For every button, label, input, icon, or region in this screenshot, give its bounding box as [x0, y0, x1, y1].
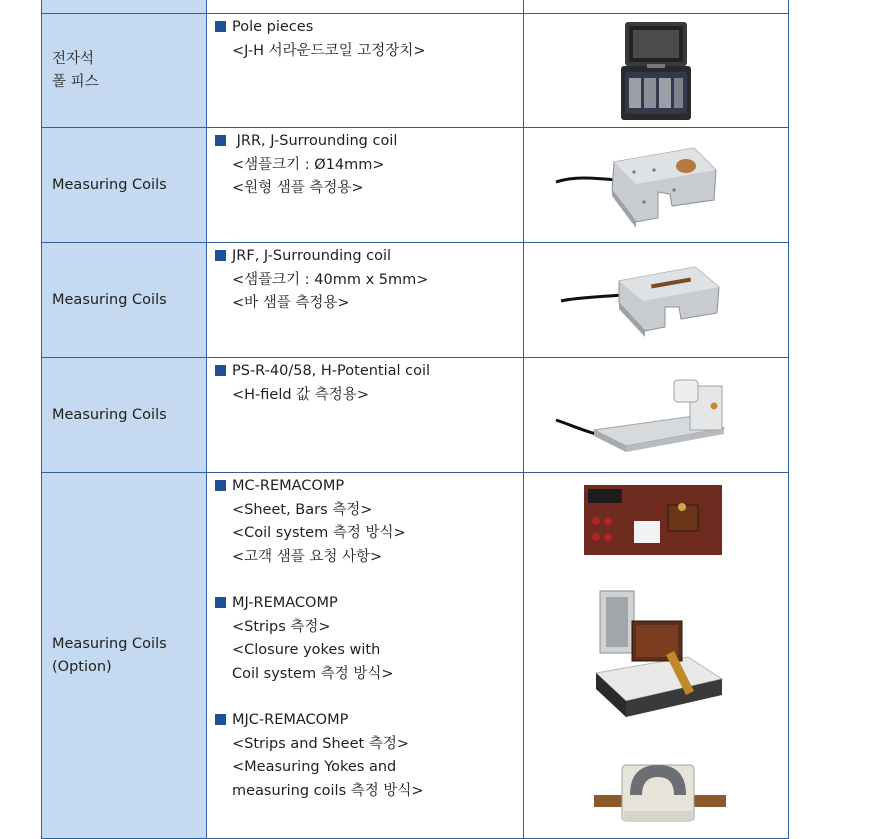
item-title: PS-R-40/58, H-Potential coil [215, 360, 523, 384]
item-title: MJC-REMACOMP [215, 709, 523, 733]
item-line: <Sheet, Bars 측정> [232, 501, 373, 518]
bullet-square-icon [215, 135, 226, 146]
bullet-square-icon [215, 365, 226, 376]
item-line: <원형 샘플 측정용> [232, 180, 364, 196]
item-title: JRF, J-Surrounding coil [215, 245, 523, 269]
description-cell [207, 358, 524, 473]
item-line: <Measuring Yokes and [232, 759, 397, 775]
category-line: Measuring Coils [52, 406, 167, 423]
category-cell [42, 128, 207, 243]
bullet-square-icon [215, 597, 226, 608]
description-cell [207, 243, 524, 358]
table-row-option [42, 473, 789, 839]
bullet-square-icon [215, 250, 226, 261]
mj-remacomp-photo [596, 581, 726, 721]
pole-pieces-case-photo [619, 20, 694, 124]
category-cell [42, 473, 207, 839]
bullet-square-icon [215, 21, 226, 32]
category-line: 폴 피스 [52, 73, 99, 90]
h-potential-coil-photo [554, 376, 734, 458]
image-cell [524, 243, 789, 358]
description-cell [207, 14, 524, 128]
bullet-square-icon [215, 480, 226, 491]
table-row-jrr [42, 128, 789, 243]
item-line: <샘플크기 : 40mm x 5mm> [232, 271, 429, 288]
image-cell [524, 128, 789, 243]
item-title: Pole pieces [215, 16, 523, 40]
category-line: Measuring Coils [52, 291, 167, 308]
table-row-pole-pieces [42, 14, 789, 128]
product-table [41, 0, 789, 839]
category-line: Measuring Coils [52, 176, 167, 193]
image-cell [524, 0, 789, 14]
category-line: Measuring Coils [52, 635, 167, 652]
category-cell [42, 14, 207, 128]
bullet-square-icon [215, 714, 226, 725]
item-line: <Closure yokes with [232, 642, 381, 658]
item-line: <H-field 값 측정용> [232, 386, 369, 403]
item-line: <Coil system 측정 방식> [232, 525, 406, 541]
mjc-remacomp-photo [594, 755, 726, 835]
item-line: Coil system 측정 방식> [232, 665, 394, 682]
table-row-jrf [42, 243, 789, 358]
image-cell [524, 473, 789, 839]
image-cell [524, 358, 789, 473]
jrf-coil-photo [559, 257, 729, 341]
item-line: <Strips 측정> [232, 618, 331, 635]
item-line: measuring coils 측정 방식> [232, 782, 424, 799]
category-line: 전자석 [52, 50, 95, 67]
description-cell [207, 0, 524, 14]
item-line: <고객 샘플 요청 사항> [232, 548, 383, 565]
item-line: <샘플크기 : Ø14mm> [232, 156, 385, 173]
item-title: MC-REMACOMP [215, 475, 523, 499]
item-line: <Strips and Sheet 측정> [232, 735, 409, 752]
item-title: JRR, J-Surrounding coil [215, 130, 523, 154]
item-title: MJ-REMACOMP [215, 592, 523, 616]
jrr-coil-photo [554, 140, 724, 230]
category-cell [42, 0, 207, 14]
category-line: (Option) [52, 658, 112, 675]
category-cell [42, 358, 207, 473]
mc-remacomp-photo [584, 485, 722, 555]
item-line: <바 샘플 측정용> [232, 295, 350, 311]
category-cell [42, 243, 207, 358]
table-row-ps-r [42, 358, 789, 473]
description-cell [207, 473, 524, 839]
table-row-top-partial [42, 0, 789, 14]
image-cell [524, 14, 789, 128]
description-cell [207, 128, 524, 243]
item-line: <J-H 서라운드코일 고정장치> [232, 42, 426, 59]
